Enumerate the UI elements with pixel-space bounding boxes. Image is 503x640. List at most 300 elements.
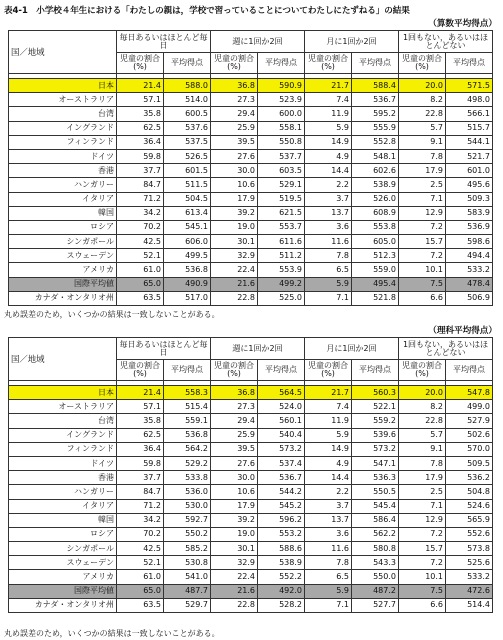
rate-cell: 3.6: [305, 220, 352, 234]
rate-cell: 19.0: [211, 220, 258, 234]
column-header-rate: 児童の割合(%): [211, 53, 258, 74]
score-cell: 525.6: [446, 556, 493, 570]
rate-cell: 19.0: [211, 527, 258, 541]
column-header-group: 1回もない，あるいはほとんどない: [399, 31, 493, 53]
country-name: ロシア: [9, 220, 117, 234]
score-cell: 544.2: [258, 485, 305, 499]
country-name: 国際平均値: [9, 277, 117, 291]
rate-cell: 59.8: [117, 456, 164, 470]
rate-cell: 8.2: [399, 400, 446, 414]
rate-cell: 7.1: [399, 192, 446, 206]
score-cell: 538.9: [352, 178, 399, 192]
score-cell: 552.6: [446, 527, 493, 541]
score-cell: 536.2: [446, 471, 493, 485]
country-name: ドイツ: [9, 456, 117, 470]
column-header-score: 平均得点: [352, 360, 399, 381]
score-cell: 509.3: [446, 192, 493, 206]
score-cell: 536.9: [446, 220, 493, 234]
rate-cell: 5.9: [305, 584, 352, 598]
rate-cell: 59.8: [117, 149, 164, 163]
rate-cell: 6.5: [305, 263, 352, 277]
table-row: [9, 471, 493, 485]
rate-cell: 84.7: [117, 178, 164, 192]
score-cell: 512.3: [352, 249, 399, 263]
score-cell: 521.7: [446, 149, 493, 163]
country-name: カナダ・オンタリオ州: [9, 598, 117, 612]
score-cell: 547.1: [352, 456, 399, 470]
country-name: イングランド: [9, 121, 117, 135]
rate-cell: 35.8: [117, 414, 164, 428]
rate-cell: 27.6: [211, 456, 258, 470]
rate-cell: 3.6: [305, 527, 352, 541]
rate-cell: 71.2: [117, 499, 164, 513]
column-header-score: 平均得点: [164, 53, 211, 74]
rate-cell: 12.9: [399, 206, 446, 220]
rate-cell: 21.7: [305, 386, 352, 400]
rate-cell: 5.9: [305, 277, 352, 291]
table-row: [9, 485, 493, 499]
column-header-rate: 児童の割合(%): [399, 360, 446, 381]
score-cell: 527.7: [352, 598, 399, 612]
rate-cell: 14.4: [305, 164, 352, 178]
score-cell: 540.4: [258, 428, 305, 442]
rate-cell: 10.6: [211, 178, 258, 192]
rate-cell: 42.5: [117, 235, 164, 249]
score-cell: 514.4: [446, 598, 493, 612]
score-cell: 545.4: [352, 499, 399, 513]
results-table-math: [8, 30, 493, 306]
score-cell: 504.8: [446, 485, 493, 499]
score-cell: 613.4: [164, 206, 211, 220]
rate-cell: 22.8: [211, 291, 258, 305]
rate-cell: 11.6: [305, 235, 352, 249]
score-cell: 566.1: [446, 107, 493, 121]
rate-cell: 7.8: [399, 456, 446, 470]
rate-cell: 14.9: [305, 442, 352, 456]
country-name: 韓国: [9, 513, 117, 527]
country-name: 国際平均値: [9, 584, 117, 598]
table-row: [9, 178, 493, 192]
column-header-score: 平均得点: [352, 53, 399, 74]
rate-cell: 5.9: [305, 428, 352, 442]
score-cell: 588.0: [164, 79, 211, 93]
country-name: シンガポール: [9, 235, 117, 249]
table-row: [9, 79, 493, 93]
rate-cell: 6.5: [305, 570, 352, 584]
score-cell: 559.2: [352, 414, 399, 428]
rate-cell: 7.1: [399, 499, 446, 513]
rate-cell: 10.1: [399, 263, 446, 277]
table-row: [9, 249, 493, 263]
score-cell: 537.4: [258, 456, 305, 470]
column-header-rate: 児童の割合(%): [399, 53, 446, 74]
rate-cell: 61.0: [117, 570, 164, 584]
column-header-country: 国／地域: [9, 31, 117, 74]
score-cell: 537.6: [164, 121, 211, 135]
score-cell: 523.9: [258, 93, 305, 107]
score-cell: 495.6: [446, 178, 493, 192]
score-cell: 552.2: [258, 570, 305, 584]
rate-cell: 5.7: [399, 428, 446, 442]
rate-cell: 30.0: [211, 164, 258, 178]
score-cell: 550.5: [352, 485, 399, 499]
rate-cell: 17.9: [399, 471, 446, 485]
rate-cell: 11.9: [305, 107, 352, 121]
rate-cell: 29.4: [211, 414, 258, 428]
score-cell: 545.2: [258, 499, 305, 513]
score-cell: 530.8: [164, 556, 211, 570]
score-cell: 490.9: [164, 277, 211, 291]
country-name: フィンランド: [9, 442, 117, 456]
score-cell: 602.6: [352, 164, 399, 178]
score-cell: 539.6: [352, 428, 399, 442]
rate-cell: 61.0: [117, 263, 164, 277]
rate-cell: 30.1: [211, 542, 258, 556]
score-cell: 536.0: [164, 485, 211, 499]
rate-cell: 7.2: [399, 527, 446, 541]
score-cell: 515.7: [446, 121, 493, 135]
column-header-rate: 児童の割合(%): [305, 360, 352, 381]
score-cell: 537.7: [258, 149, 305, 163]
score-cell: 517.0: [164, 291, 211, 305]
score-cell: 595.2: [352, 107, 399, 121]
score-cell: 573.2: [258, 442, 305, 456]
score-cell: 536.8: [164, 263, 211, 277]
score-cell: 555.9: [352, 121, 399, 135]
country-name: 日本: [9, 79, 117, 93]
country-name: イタリア: [9, 192, 117, 206]
country-name: スウェーデン: [9, 249, 117, 263]
country-name: オーストラリア: [9, 93, 117, 107]
rate-cell: 22.8: [399, 414, 446, 428]
rate-cell: 7.2: [399, 249, 446, 263]
score-cell: 611.6: [258, 235, 305, 249]
rate-cell: 9.1: [399, 135, 446, 149]
score-cell: 621.5: [258, 206, 305, 220]
rate-cell: 36.8: [211, 79, 258, 93]
country-name: ハンガリー: [9, 485, 117, 499]
rate-cell: 21.7: [305, 79, 352, 93]
rate-cell: 30.0: [211, 471, 258, 485]
score-cell: 592.7: [164, 513, 211, 527]
score-cell: 564.5: [258, 386, 305, 400]
country-name: 香港: [9, 164, 117, 178]
rate-cell: 63.5: [117, 291, 164, 305]
score-cell: 533.2: [446, 570, 493, 584]
column-header-score: 平均得点: [446, 360, 493, 381]
rate-cell: 21.4: [117, 386, 164, 400]
score-cell: 521.8: [352, 291, 399, 305]
score-cell: 544.1: [446, 135, 493, 149]
rate-cell: 70.2: [117, 527, 164, 541]
score-cell: 585.2: [164, 542, 211, 556]
score-cell: 601.5: [164, 164, 211, 178]
rate-cell: 42.5: [117, 542, 164, 556]
score-cell: 553.2: [258, 527, 305, 541]
country-name: オーストラリア: [9, 400, 117, 414]
rate-cell: 39.2: [211, 206, 258, 220]
country-name: 台湾: [9, 414, 117, 428]
table-row: [9, 598, 493, 612]
rate-cell: 27.3: [211, 400, 258, 414]
rate-cell: 52.1: [117, 249, 164, 263]
score-cell: 511.5: [164, 178, 211, 192]
rate-cell: 17.9: [211, 192, 258, 206]
score-cell: 536.3: [352, 471, 399, 485]
score-cell: 487.2: [352, 584, 399, 598]
table-row: [9, 135, 493, 149]
table-row: [9, 499, 493, 513]
score-cell: 536.8: [164, 428, 211, 442]
score-cell: 608.9: [352, 206, 399, 220]
table-row: [9, 386, 493, 400]
rate-cell: 7.8: [399, 149, 446, 163]
rate-cell: 17.9: [211, 499, 258, 513]
country-name: ロシア: [9, 527, 117, 541]
rate-cell: 71.2: [117, 192, 164, 206]
score-cell: 478.4: [446, 277, 493, 291]
rate-cell: 7.5: [399, 584, 446, 598]
score-cell: 526.0: [352, 192, 399, 206]
table-row: [9, 456, 493, 470]
score-cell: 514.0: [164, 93, 211, 107]
rate-cell: 39.5: [211, 442, 258, 456]
score-cell: 586.4: [352, 513, 399, 527]
score-cell: 502.6: [446, 428, 493, 442]
rate-cell: 65.0: [117, 277, 164, 291]
country-name: フィンランド: [9, 135, 117, 149]
rate-cell: 5.9: [305, 121, 352, 135]
footnote: 丸め誤差のため，いくつかの結果は一致しないことがある。: [4, 310, 220, 319]
rate-cell: 4.9: [305, 149, 352, 163]
rate-cell: 15.7: [399, 235, 446, 249]
score-cell: 559.1: [164, 414, 211, 428]
score-cell: 519.5: [258, 192, 305, 206]
rate-cell: 3.7: [305, 192, 352, 206]
score-cell: 499.5: [164, 249, 211, 263]
column-header-rate: 児童の割合(%): [117, 360, 164, 381]
table-row: [9, 235, 493, 249]
score-cell: 583.9: [446, 206, 493, 220]
score-cell: 511.2: [258, 249, 305, 263]
score-cell: 605.0: [352, 235, 399, 249]
rate-cell: 20.0: [399, 386, 446, 400]
country-name: カナダ・オンタリオ州: [9, 291, 117, 305]
table-row: [9, 428, 493, 442]
column-header-group: 1回もない，あるいはほとんどない: [399, 338, 493, 360]
country-name: シンガポール: [9, 542, 117, 556]
score-cell: 537.5: [164, 135, 211, 149]
rate-cell: 65.0: [117, 584, 164, 598]
rate-cell: 25.9: [211, 428, 258, 442]
score-cell: 553.9: [258, 263, 305, 277]
rate-cell: 57.1: [117, 93, 164, 107]
rate-cell: 10.1: [399, 570, 446, 584]
score-cell: 573.8: [446, 542, 493, 556]
score-cell: 506.9: [446, 291, 493, 305]
table-row: [9, 164, 493, 178]
page-title: 表4-1 小学校４年生における「わたしの親は，学校で習っていることについてわたしにたずねる」の結果: [4, 6, 410, 16]
score-cell: 550.0: [352, 570, 399, 584]
rate-cell: 3.7: [305, 499, 352, 513]
footnote: 丸め誤差のため，いくつかの結果は一致しないことがある。: [4, 629, 220, 638]
rate-cell: 6.6: [399, 291, 446, 305]
score-cell: 529.1: [258, 178, 305, 192]
column-header-score: 平均得点: [258, 360, 305, 381]
column-header-score: 平均得点: [258, 53, 305, 74]
score-cell: 558.1: [258, 121, 305, 135]
score-cell: 533.2: [446, 263, 493, 277]
score-cell: 499.0: [446, 400, 493, 414]
country-name: 韓国: [9, 206, 117, 220]
rate-cell: 52.1: [117, 556, 164, 570]
score-cell: 606.0: [164, 235, 211, 249]
score-cell: 564.2: [164, 442, 211, 456]
score-cell: 573.2: [352, 442, 399, 456]
rate-cell: 11.6: [305, 542, 352, 556]
score-cell: 596.2: [258, 513, 305, 527]
rate-cell: 57.1: [117, 400, 164, 414]
score-cell: 495.4: [352, 277, 399, 291]
column-header-group: 毎日あるいはほとんど毎日: [117, 338, 211, 360]
score-cell: 558.3: [164, 386, 211, 400]
rate-cell: 30.1: [211, 235, 258, 249]
rate-cell: 13.7: [305, 206, 352, 220]
rate-cell: 7.4: [305, 400, 352, 414]
column-header-score: 平均得点: [164, 360, 211, 381]
rate-cell: 9.1: [399, 442, 446, 456]
rate-cell: 2.2: [305, 485, 352, 499]
score-cell: 553.8: [352, 220, 399, 234]
score-cell: 571.5: [446, 79, 493, 93]
column-header-group: 毎日あるいはほとんど毎日: [117, 31, 211, 53]
score-cell: 487.7: [164, 584, 211, 598]
rate-cell: 12.9: [399, 513, 446, 527]
score-cell: 529.7: [164, 598, 211, 612]
country-name: スウェーデン: [9, 556, 117, 570]
score-cell: 524.0: [258, 400, 305, 414]
rate-cell: 7.4: [305, 93, 352, 107]
rate-cell: 25.9: [211, 121, 258, 135]
column-header-group: 週に1回か2回: [211, 338, 305, 360]
table-row: [9, 527, 493, 541]
table-row: [9, 206, 493, 220]
column-header-group: 週に1回か2回: [211, 31, 305, 53]
rate-cell: 7.8: [305, 556, 352, 570]
score-cell: 598.6: [446, 235, 493, 249]
score-cell: 524.6: [446, 499, 493, 513]
score-cell: 588.6: [258, 542, 305, 556]
rate-cell: 21.6: [211, 277, 258, 291]
table-row: [9, 220, 493, 234]
table-row: [9, 107, 493, 121]
score-cell: 600.5: [164, 107, 211, 121]
rate-cell: 27.3: [211, 93, 258, 107]
country-name: 香港: [9, 471, 117, 485]
column-header-rate: 児童の割合(%): [211, 360, 258, 381]
table-row: [9, 442, 493, 456]
table-row: [9, 570, 493, 584]
rate-cell: 39.2: [211, 513, 258, 527]
score-cell: 541.0: [164, 570, 211, 584]
rate-cell: 39.5: [211, 135, 258, 149]
score-cell: 492.0: [258, 584, 305, 598]
rate-cell: 22.4: [211, 570, 258, 584]
country-name: アメリカ: [9, 570, 117, 584]
rate-cell: 2.5: [399, 485, 446, 499]
score-cell: 588.4: [352, 79, 399, 93]
score-cell: 529.2: [164, 456, 211, 470]
column-header-country: 国／地域: [9, 338, 117, 381]
rate-cell: 2.2: [305, 178, 352, 192]
rate-cell: 14.9: [305, 135, 352, 149]
score-cell: 559.0: [352, 263, 399, 277]
rate-cell: 2.5: [399, 178, 446, 192]
score-cell: 560.1: [258, 414, 305, 428]
score-cell: 552.8: [352, 135, 399, 149]
score-cell: 498.0: [446, 93, 493, 107]
table-row: [9, 192, 493, 206]
rate-cell: 35.8: [117, 107, 164, 121]
score-cell: 603.5: [258, 164, 305, 178]
table-row: [9, 291, 493, 305]
rate-cell: 7.8: [305, 249, 352, 263]
rate-cell: 32.9: [211, 556, 258, 570]
table-row: [9, 513, 493, 527]
column-header-score: 平均得点: [446, 53, 493, 74]
table-row: [9, 263, 493, 277]
column-header-rate: 児童の割合(%): [305, 53, 352, 74]
rate-cell: 7.5: [399, 277, 446, 291]
score-cell: 562.2: [352, 527, 399, 541]
rate-cell: 34.2: [117, 206, 164, 220]
country-name: イングランド: [9, 428, 117, 442]
rate-cell: 27.6: [211, 149, 258, 163]
table-2-subtitle: （理科平均得点）: [428, 326, 497, 336]
rate-cell: 4.9: [305, 456, 352, 470]
rate-cell: 36.4: [117, 442, 164, 456]
rate-cell: 10.6: [211, 485, 258, 499]
table-row: [9, 400, 493, 414]
score-cell: 530.0: [164, 499, 211, 513]
score-cell: 600.0: [258, 107, 305, 121]
rate-cell: 14.4: [305, 471, 352, 485]
rate-cell: 22.8: [211, 598, 258, 612]
column-header-rate: 児童の割合(%): [117, 53, 164, 74]
rate-cell: 62.5: [117, 428, 164, 442]
rate-cell: 22.8: [399, 107, 446, 121]
column-header-group: 月に1回か2回: [305, 338, 399, 360]
score-cell: 528.2: [258, 598, 305, 612]
score-cell: 525.0: [258, 291, 305, 305]
table-row: [9, 93, 493, 107]
table-1-subtitle: （算数平均得点）: [428, 19, 497, 29]
score-cell: 522.1: [352, 400, 399, 414]
score-cell: 536.7: [352, 93, 399, 107]
score-cell: 590.9: [258, 79, 305, 93]
table-row: [9, 556, 493, 570]
rate-cell: 7.1: [305, 598, 352, 612]
table-row: [9, 542, 493, 556]
score-cell: 580.8: [352, 542, 399, 556]
rate-cell: 62.5: [117, 121, 164, 135]
country-name: アメリカ: [9, 263, 117, 277]
score-cell: 536.7: [258, 471, 305, 485]
country-name: ドイツ: [9, 149, 117, 163]
score-cell: 526.5: [164, 149, 211, 163]
rate-cell: 20.0: [399, 79, 446, 93]
score-cell: 553.7: [258, 220, 305, 234]
